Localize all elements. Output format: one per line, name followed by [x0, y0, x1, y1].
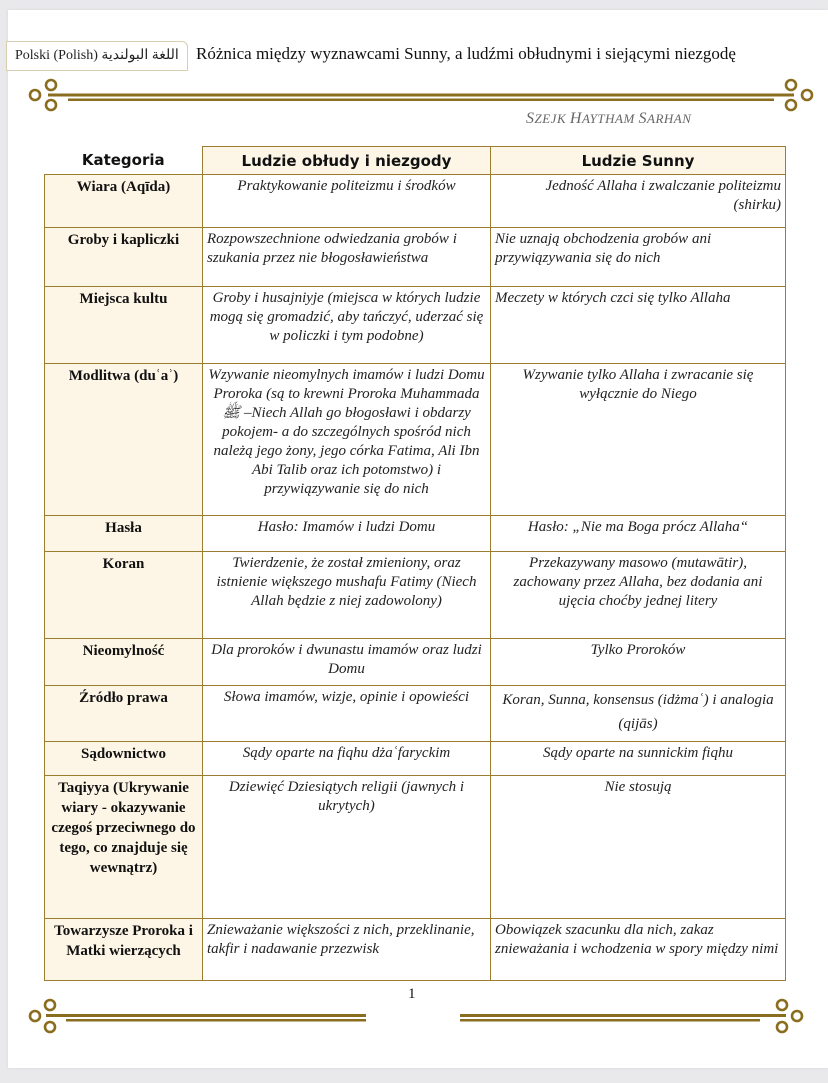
bottom-ornament-divider — [26, 998, 806, 1034]
table-row — [45, 175, 786, 228]
row-sunnah: Tylko Proroków — [491, 639, 786, 686]
row-category: Groby i kapliczki — [45, 228, 203, 287]
comparison-table — [44, 146, 786, 981]
table-row — [45, 742, 786, 776]
table-row — [45, 287, 786, 364]
row-sunnah: Nie stosują — [491, 776, 786, 919]
row-hypocrites: Rozpowszechnione odwiedzania grobów i szukania przez nie błogosławieństwa — [203, 228, 491, 287]
author-name: SZEJK HAYTHAM SARHAN — [526, 110, 692, 127]
row-category: Źródło prawa — [45, 686, 203, 742]
row-category: Taqiyya (Ukrywanie wiary - okazywanie czegoś przeciwnego do tego, co znajduje się wewnątrz) — [45, 776, 203, 919]
row-category: Towarzysze Proroka i Matki wierzących — [45, 919, 203, 981]
row-category: Hasła — [45, 516, 203, 552]
header-hypocrites: Ludzie obłudy i niezgody — [203, 147, 491, 175]
row-sunnah: Obowiązek szacunku dla nich, zakaz znieważania i wchodzenia w spory między nimi — [491, 919, 786, 981]
row-category: Wiara (Aqīda) — [45, 175, 203, 228]
table-row — [45, 364, 786, 516]
table-row — [45, 228, 786, 287]
page-number: 1 — [408, 986, 416, 1002]
row-category: Modlitwa (duʿaʾ) — [45, 364, 203, 516]
page-title: Różnica między wyznawcami Sunny, a ludźmi obłudnymi i siejącymi niezgodę — [196, 44, 736, 63]
row-hypocrites: Praktykowanie politeizmu i środków — [203, 175, 491, 228]
row-hypocrites: Dla proroków i dwunastu imamów oraz ludzi Domu — [203, 639, 491, 686]
row-hypocrites: Znieważanie większości z nich, przeklinanie, takfir i nadawanie przezwisk — [203, 919, 491, 981]
top-ornament-divider — [26, 78, 816, 112]
row-hypocrites: Groby i husajniyje (miejsca w których ludzie mogą się gromadzić, aby tańczyć, uderzać się w policzki i tym podobne) — [203, 287, 491, 364]
table-row — [45, 919, 786, 981]
row-category: Nieomylność — [45, 639, 203, 686]
header-category: Kategoria — [81, 151, 165, 170]
row-sunnah: Sądy oparte na sunnickim fiqhu — [491, 742, 786, 776]
row-sunnah: Wzywanie tylko Allaha i zwracanie się wyłącznie do Niego — [491, 364, 786, 516]
row-sunnah: Przekazywany masowo (mutawātir), zachowany przez Allaha, bez dodania ani ujęcia choćby jednej litery — [491, 552, 786, 639]
language-tab[interactable]: Polski (Polish) اللغة البولندية — [6, 41, 188, 71]
row-hypocrites: Słowa imamów, wizje, opinie i opowieści — [203, 686, 491, 742]
row-category: Sądownictwo — [45, 742, 203, 776]
row-sunnah: Koran, Sunna, konsensus (idżmaʿ) i analogia (qijās) — [491, 686, 786, 742]
table-row — [45, 516, 786, 552]
row-hypocrites: Twierdzenie, że został zmieniony, oraz istnienie większego mushafu Fatimy (Niech Allah będzie z niej zadowolony) — [203, 552, 491, 639]
row-category: Koran — [45, 552, 203, 639]
row-hypocrites: Dziewięć Dziesiątych religii (jawnych i ukrytych) — [203, 776, 491, 919]
table-row — [45, 776, 786, 919]
header-sunnah: Ludzie Sunny — [491, 147, 786, 175]
row-sunnah: Hasło: „Nie ma Boga prócz Allaha“ — [491, 516, 786, 552]
table-row — [45, 639, 786, 686]
row-sunnah: Nie uznają obchodzenia grobów ani przywiązywania się do nich — [491, 228, 786, 287]
row-category: Miejsca kultu — [45, 287, 203, 364]
table-row — [45, 686, 786, 742]
row-hypocrites: Hasło: Imamów i ludzi Domu — [203, 516, 491, 552]
row-sunnah: Meczety w których czci się tylko Allaha — [491, 287, 786, 364]
table-row — [45, 552, 786, 639]
table-header-row — [45, 147, 786, 175]
row-hypocrites: Sądy oparte na fiqhu dżaʿfaryckim — [203, 742, 491, 776]
row-sunnah: Jedność Allaha i zwalczanie politeizmu (shirku) — [491, 175, 786, 228]
row-hypocrites: Wzywanie nieomylnych imamów i ludzi Domu Proroka (są to krewni Proroka Muhammada ﷺ –Niech Allah go błogosławi i obdarzy pokojem- a do szczególnych spośród nich należą jego żony, jego córka Fatima, Ali Ibn Abi Talib oraz ich potomstwo) i przywiązywanie się do nich — [203, 364, 491, 516]
